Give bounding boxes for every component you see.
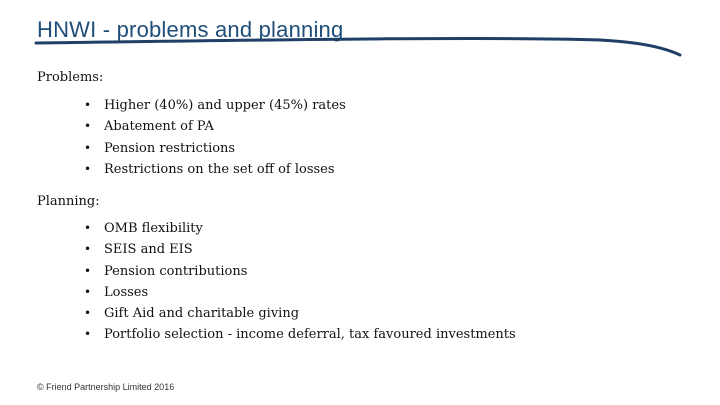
list-item bbox=[84, 239, 516, 260]
problems-heading: Problems: bbox=[37, 70, 104, 85]
list-item-text: Pension contributions bbox=[104, 263, 248, 279]
list-item bbox=[84, 95, 346, 116]
list-item-text: Pension restrictions bbox=[104, 140, 236, 156]
list-item-text: Gift Aid and charitable giving bbox=[104, 306, 300, 322]
list-item bbox=[84, 303, 516, 324]
bullet-icon: • bbox=[84, 98, 92, 112]
bullet-icon: • bbox=[84, 263, 92, 278]
list-item-text: Losses bbox=[104, 284, 149, 300]
title-underline-rule bbox=[0, 28, 720, 68]
list-item bbox=[84, 138, 346, 159]
list-item bbox=[84, 116, 346, 137]
bullet-icon: • bbox=[84, 221, 92, 235]
planning-list bbox=[84, 218, 516, 346]
list-item bbox=[84, 324, 516, 345]
bullet-icon: • bbox=[84, 242, 92, 257]
list-item-text: SEIS and EIS bbox=[104, 242, 193, 258]
list-item bbox=[84, 282, 516, 303]
bullet-icon: • bbox=[84, 327, 92, 342]
problems-list bbox=[84, 95, 346, 180]
planning-heading: Planning: bbox=[37, 194, 100, 209]
list-item-text: Portfolio selection - income deferral, tax favoured investments bbox=[104, 327, 516, 343]
list-item bbox=[84, 261, 516, 282]
bullet-icon: • bbox=[84, 284, 92, 299]
list-item-text: Restrictions on the set off of losses bbox=[104, 161, 335, 177]
list-item bbox=[84, 159, 346, 180]
bullet-icon: • bbox=[84, 140, 92, 155]
bullet-icon: • bbox=[84, 161, 92, 176]
slide-title: HNWI - problems and planning bbox=[37, 17, 344, 42]
list-item-text: Abatement of PA bbox=[104, 119, 214, 135]
bullet-icon: • bbox=[84, 306, 92, 321]
list-item-text: OMB flexibility bbox=[104, 221, 203, 236]
list-item bbox=[84, 218, 516, 239]
copyright-footer: © Friend Partnership Limited 2016 bbox=[37, 382, 175, 392]
list-item-text: Higher (40%) and upper (45%) rates bbox=[104, 98, 346, 113]
bullet-icon: • bbox=[84, 119, 92, 134]
